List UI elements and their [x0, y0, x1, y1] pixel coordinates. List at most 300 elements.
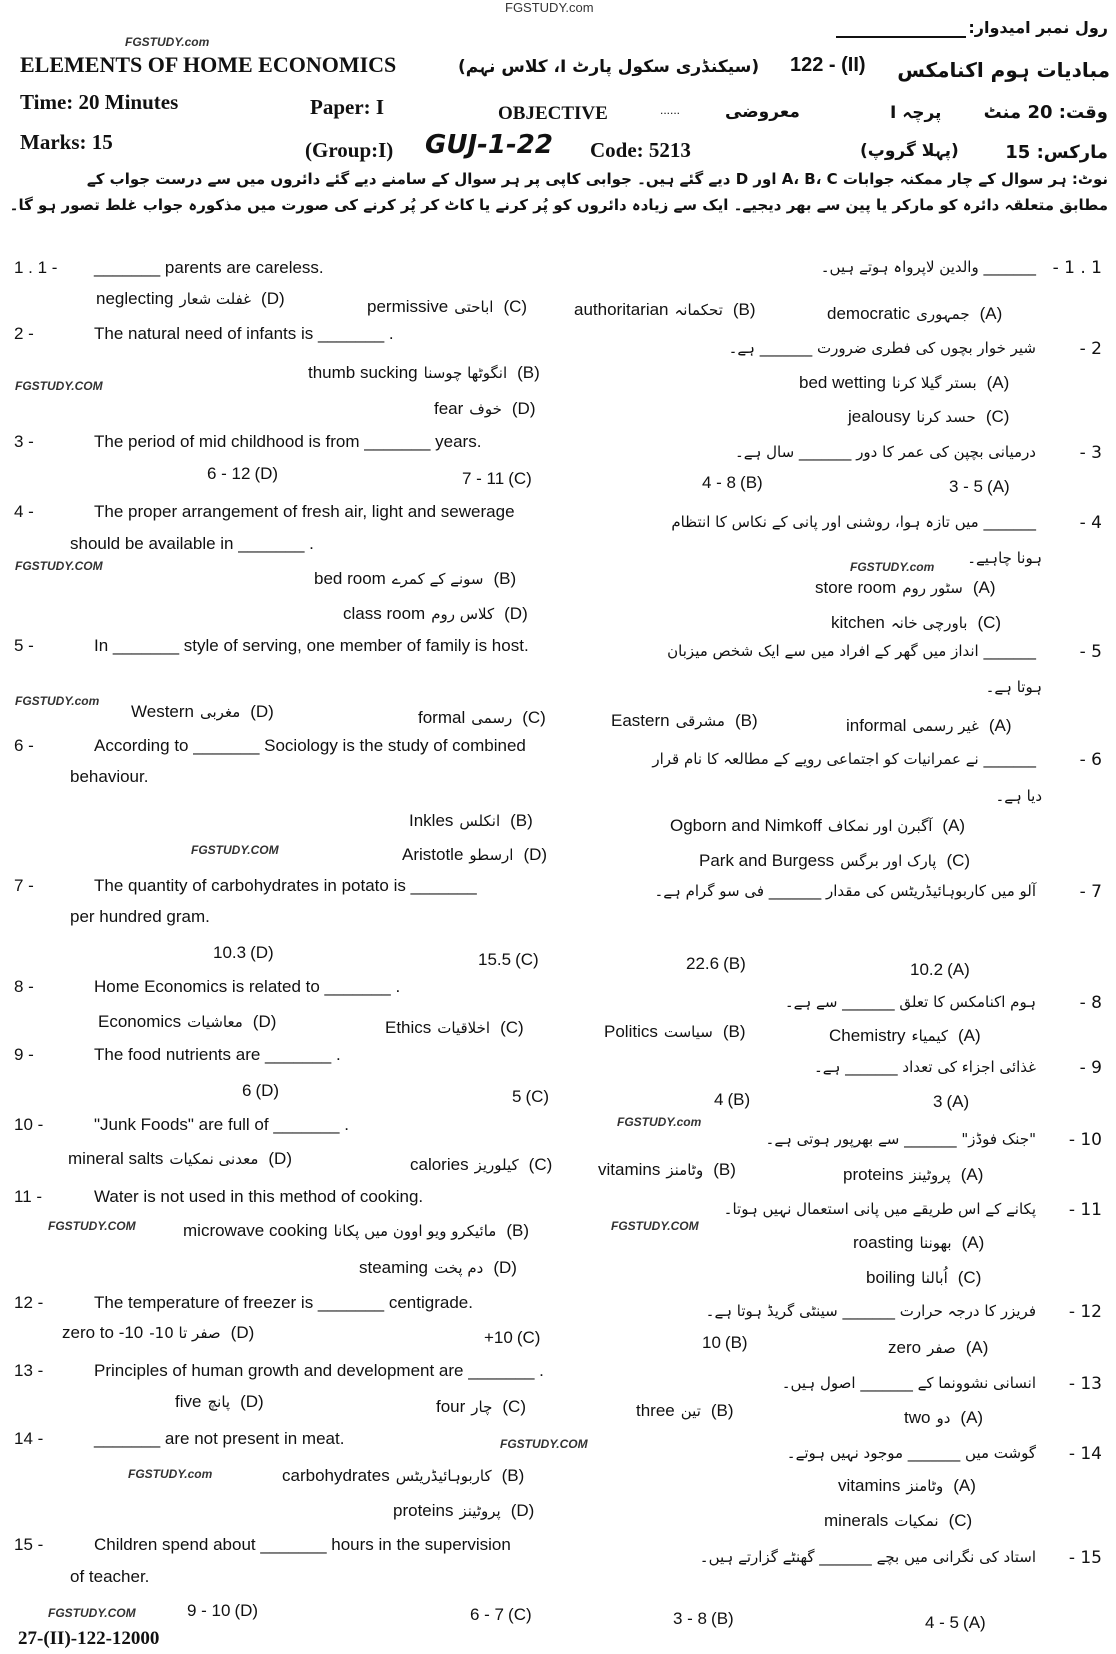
question-text-en: In _______ style of serving, one member of family is host.: [94, 636, 529, 655]
option-text-en: mineral salts: [68, 1149, 164, 1168]
option-text-ur: سونے کے کمرے: [391, 570, 484, 588]
option-letter: (B): [711, 1609, 734, 1628]
option-c: [367, 297, 527, 317]
option-letter: (C): [503, 297, 528, 316]
question-text-ur: _______ والدین لاپرواہ ہوتے ہیں۔: [820, 258, 1036, 276]
option-d: [68, 1149, 292, 1169]
option-text-en: four: [436, 1397, 466, 1416]
option-text-ur: کلاس روم: [431, 605, 495, 623]
option-letter: (A): [953, 1476, 976, 1495]
option-b: [282, 1466, 524, 1486]
question-number-ur: - 7: [1079, 882, 1102, 902]
option-b: [702, 473, 763, 493]
option-text-en: Aristotle: [402, 845, 464, 864]
option-text-en: calories: [410, 1155, 469, 1174]
question-number-en: 10 -: [14, 1115, 44, 1134]
option-letter: (A): [946, 1092, 970, 1111]
option-b: [598, 1160, 736, 1180]
option-text-ur: غفلت شعار: [179, 290, 252, 308]
option-text-en: 4 - 5: [925, 1613, 960, 1632]
option-text-en: 22.6: [686, 954, 720, 973]
option-d: [359, 1258, 517, 1278]
option-text-ur: بستر گیلا کرنا: [891, 374, 977, 392]
question-number-ur: - 12: [1068, 1302, 1102, 1322]
option-b: [604, 1022, 746, 1042]
option-text-en: democratic: [827, 304, 911, 323]
option-text-ur: معاشیات: [187, 1013, 243, 1031]
option-letter: (D): [523, 845, 548, 864]
option-a: [904, 1408, 983, 1428]
option-d: [98, 1012, 276, 1032]
question-number-en: 4 -: [14, 502, 34, 521]
option-letter: (C): [508, 469, 532, 488]
watermark: FGSTUDY.COM: [15, 559, 103, 573]
option-a: [949, 477, 1010, 497]
option-text-en: Ogborn and Nimkoff: [670, 816, 822, 835]
question-text-en: Home Economics is related to _______ .: [94, 977, 401, 996]
time-ur: وقت: 20 منٹ: [983, 102, 1108, 123]
option-text-ur: پروٹینز: [909, 1166, 951, 1184]
option-letter: (B): [501, 1466, 525, 1485]
option-text-en: formal: [418, 708, 466, 727]
option-c: [484, 1328, 540, 1348]
option-text-ur: باورچی خانہ: [890, 614, 968, 632]
option-text-en: informal: [846, 716, 907, 735]
question-number-ur: - 8: [1079, 993, 1102, 1013]
option-a: [838, 1476, 976, 1496]
option-letter: (B): [732, 300, 756, 319]
dots: ......: [660, 103, 681, 117]
option-text-ur: انکلس: [459, 812, 501, 830]
option-text-en: 3 - 5: [949, 477, 984, 496]
question-text-en: According to _______ Sociology is the study of combined: [94, 736, 526, 755]
option-text-ur: اُبالنا: [921, 1269, 948, 1287]
question-number-ur: - 14: [1068, 1444, 1102, 1464]
option-d: [62, 1323, 254, 1343]
option-letter: (A): [958, 1026, 981, 1045]
option-letter: (C): [508, 1605, 532, 1624]
question-text-ur: فریزر کا درجہ حرارت _______ سینٹی گریڈ ہوتا ہے۔: [705, 1302, 1036, 1320]
option-c: [512, 1087, 549, 1107]
instruction-note-line-1: نوٹ: ہر سوال کے چار ممکنہ جوابات A، B، C اور D دیے گئے ہیں۔ جوابی کاپی پر ہر سوال کے سامنے دیے گئے دائروں میں سے درست جواب کے: [86, 170, 1108, 188]
option-a: [925, 1613, 986, 1633]
question-number-ur: - 13: [1068, 1374, 1102, 1394]
option-text-en: Eastern: [611, 711, 670, 730]
option-text-en: 5: [512, 1087, 522, 1106]
option-letter: (C): [977, 613, 1002, 632]
option-text-ur: نمکیات: [894, 1512, 939, 1530]
option-letter: (C): [516, 1328, 541, 1347]
option-text-en: vitamins: [838, 1476, 901, 1495]
option-text-en: Economics: [98, 1012, 182, 1031]
option-a: [670, 816, 965, 836]
option-text-en: boiling: [866, 1268, 916, 1287]
question-text-ur: _______ میں تازہ ہوا، روشنی اور پانی کے نکاس کا انتظام: [671, 513, 1036, 531]
option-c: [699, 851, 970, 871]
marks-ur: مارکس: 15: [1005, 142, 1108, 163]
watermark: FGSTUDY.com: [125, 35, 210, 49]
option-letter: (B): [510, 811, 533, 830]
option-letter: (C): [948, 1511, 973, 1530]
option-c: [385, 1018, 524, 1038]
option-text-ur: سیاست: [663, 1023, 713, 1041]
option-letter: (B): [710, 1401, 734, 1420]
option-text-en: proteins: [843, 1165, 904, 1184]
option-text-en: roasting: [853, 1233, 914, 1252]
subject-title-en: ELEMENTS OF HOME ECONOMICS: [20, 52, 397, 77]
option-text-en: Chemistry: [829, 1026, 906, 1045]
option-text-en: two: [904, 1408, 931, 1427]
option-letter: (D): [250, 702, 274, 721]
roll-number-line: [836, 36, 966, 38]
option-letter: (A): [972, 578, 996, 597]
option-text-en: store room: [815, 578, 897, 597]
option-letter: (B): [727, 1090, 751, 1109]
question-number-ur: - 1 . 1: [1052, 258, 1102, 278]
option-d: [175, 1392, 264, 1412]
option-text-ur: -10 صفر تا: [149, 1324, 221, 1342]
option-text-en: neglecting: [96, 289, 174, 308]
option-text-en: +10: [484, 1328, 513, 1347]
option-text-ur: حسد کرنا: [916, 408, 976, 426]
option-a: [846, 716, 1012, 736]
option-text-ur: پارک اور برگس: [840, 852, 937, 870]
question-number-ur: - 4: [1079, 513, 1102, 533]
option-b: [308, 363, 540, 383]
question-number-en: 13 -: [14, 1361, 44, 1380]
option-b: [409, 811, 533, 831]
option-c: [824, 1511, 972, 1531]
question-text-en: The proper arrangement of fresh air, light and sewerage: [94, 502, 515, 521]
watermark: FGSTUDY.COM: [191, 843, 279, 857]
option-a: [799, 373, 1009, 393]
question-text-en: Water is not used in this method of cooking.: [94, 1187, 424, 1206]
option-text-en: zero to -10: [62, 1323, 144, 1342]
option-text-ur: مشرقی: [675, 712, 725, 730]
option-a: [853, 1233, 984, 1253]
question-number-ur: - 2: [1079, 339, 1102, 359]
option-text-ur: کیلوریز: [474, 1156, 519, 1174]
option-letter: (C): [502, 1397, 526, 1416]
option-letter: (A): [979, 304, 1003, 323]
question-number-en: 5 -: [14, 636, 34, 655]
watermark: FGSTUDY.COM: [48, 1606, 136, 1620]
option-b: [611, 711, 758, 731]
option-letter: (B): [493, 569, 517, 588]
watermark: FGSTUDY.com: [617, 1115, 702, 1129]
question-number-en: 3 -: [14, 432, 34, 451]
option-b: [714, 1090, 750, 1110]
option-letter: (C): [985, 407, 1010, 426]
option-text-en: minerals: [824, 1511, 889, 1530]
question-text-ur: درمیانی بچپن کی عمر کا دور _______ سال ہے۔: [734, 443, 1036, 461]
option-letter: (A): [960, 1408, 984, 1427]
group-ur: (پہلا گروپ): [860, 141, 959, 161]
option-a: [910, 960, 970, 980]
option-b: [314, 569, 516, 589]
question-number-en: 2 -: [14, 324, 34, 343]
question-text-en: _______ are not present in meat.: [94, 1429, 345, 1448]
option-text-en: authoritarian: [574, 300, 669, 319]
group-en: (Group:I): [305, 138, 394, 162]
option-letter: (B): [723, 954, 746, 973]
question-text-ur: "جنک فوڈز" _______ سے بھرپور ہوتی ہے۔: [765, 1130, 1036, 1148]
option-d: [402, 845, 547, 865]
code-en: Code: 5213: [590, 138, 691, 162]
option-letter: (A): [986, 373, 1010, 392]
option-d: [242, 1081, 279, 1101]
question-text-ur: استاد کی نگرانی میں بچے _______ گھنٹے گزارتے ہیں۔: [699, 1548, 1036, 1566]
question-number-ur: - 6: [1079, 750, 1102, 770]
option-text-en: Politics: [604, 1022, 658, 1041]
option-text-en: 9 - 10: [187, 1601, 231, 1620]
option-letter: (A): [987, 477, 1010, 496]
option-text-ur: صفر: [927, 1339, 956, 1357]
option-letter: (C): [525, 1087, 550, 1106]
option-letter: (D): [268, 1149, 292, 1168]
option-letter: (D): [504, 604, 528, 623]
question-number-en: 15 -: [14, 1535, 44, 1554]
option-text-en: fear: [434, 399, 464, 418]
option-d: [393, 1501, 534, 1521]
question-text-en: per hundred gram.: [70, 907, 210, 926]
question-text-ur: غذائی اجزاء کی تعداد _______ ہے۔: [814, 1058, 1036, 1076]
option-text-ur: جمہوری: [916, 305, 970, 323]
question-text-ur: _______ نے عمرانیات کو اجتماعی رویے کے مطالعہ کا نام قرار: [652, 750, 1036, 768]
option-text-en: bed room: [314, 569, 386, 588]
question-text-en: should be available in _______ .: [70, 534, 314, 553]
option-text-ur: کاربوہائیڈریٹس: [395, 1467, 492, 1485]
option-text-en: steaming: [359, 1258, 428, 1277]
option-text-en: 10.2: [910, 960, 944, 979]
option-text-en: 3: [933, 1092, 943, 1111]
option-letter: (D): [255, 1081, 280, 1100]
option-b: [574, 300, 756, 320]
option-d: [207, 464, 278, 484]
option-text-ur: تحکمانہ: [674, 301, 723, 319]
option-letter: (C): [957, 1268, 982, 1287]
option-c: [410, 1155, 552, 1175]
question-number-en: 7 -: [14, 876, 34, 895]
option-letter: (A): [963, 1613, 986, 1632]
option-letter: (A): [960, 1165, 984, 1184]
question-text-ur: ہوتا ہے۔: [985, 678, 1042, 696]
time-en: Time: 20 Minutes: [20, 90, 179, 114]
option-letter: (C): [946, 851, 971, 870]
option-letter: (B): [713, 1160, 736, 1179]
option-a: [815, 578, 996, 598]
handwritten-code: GUJ-1-22: [425, 130, 553, 160]
option-letter: (A): [965, 1338, 989, 1357]
option-a: [829, 1026, 981, 1046]
option-text-en: jealousy: [848, 407, 911, 426]
option-text-en: five: [175, 1392, 202, 1411]
question-number-ur: - 5: [1079, 642, 1102, 662]
option-text-ur: تین: [680, 1402, 701, 1420]
option-c: [848, 407, 1009, 427]
question-number-en: 11 -: [14, 1187, 43, 1206]
option-text-en: proteins: [393, 1501, 454, 1520]
option-text-en: class room: [343, 604, 426, 623]
option-d: [131, 702, 274, 722]
option-letter: (D): [493, 1258, 517, 1277]
watermark: FGSTUDY.COM: [500, 1437, 588, 1451]
option-text-en: zero: [888, 1338, 922, 1357]
option-text-en: Park and Burgess: [699, 851, 835, 870]
watermark: FGSTUDY.com: [15, 694, 100, 708]
option-text-ur: انگوٹھا چوسنا: [423, 364, 508, 382]
question-number-en: 14 -: [14, 1429, 44, 1448]
option-letter: (B): [740, 473, 763, 492]
question-number-en: 6 -: [14, 736, 34, 755]
question-text-en: The temperature of freezer is _______ centigrade.: [94, 1293, 473, 1312]
question-text-en: behaviour.: [70, 767, 149, 786]
option-d: [187, 1601, 258, 1621]
question-text-en: Principles of human growth and development are _______ .: [94, 1361, 544, 1380]
option-text-en: 4 - 8: [702, 473, 737, 492]
option-a: [933, 1092, 969, 1112]
question-text-ur: ہونا چاہیے۔: [967, 549, 1042, 567]
option-c: [436, 1397, 526, 1417]
watermark: FGSTUDY.COM: [15, 379, 103, 393]
question-text-ur: دیا ہے۔: [995, 787, 1042, 805]
paper-code: 122 - (II): [790, 54, 866, 76]
option-text-ur: وٹامنز: [666, 1161, 704, 1179]
option-text-ur: مائیکرو ویو اوون میں پکانا: [333, 1222, 497, 1240]
option-text-ur: معدنی نمکیات: [169, 1150, 259, 1168]
option-text-en: 7 - 11: [462, 469, 505, 488]
watermark: FGSTUDY.com: [850, 560, 935, 574]
option-text-en: 4: [714, 1090, 724, 1109]
option-c: [831, 613, 1001, 633]
option-text-ur: غیر رسمی: [912, 717, 979, 735]
question-number-en: 9 -: [14, 1045, 34, 1064]
option-letter: (B): [722, 1022, 746, 1041]
roll-number-label: رول نمبر امیدوار:: [968, 18, 1108, 37]
option-letter: (C): [515, 950, 539, 969]
option-text-ur: اخلاقیات: [437, 1019, 491, 1037]
option-text-en: Western: [131, 702, 194, 721]
option-letter: (B): [506, 1221, 530, 1240]
option-b: [636, 1401, 734, 1421]
instruction-note-line-2: مطابق متعلقہ دائرہ کو مارکر یا پین سے بھر دیجیے۔ ایک سے زیادہ دائروں کو پُر کرنے یا کاٹ کر پُر کرنے کی صورت میں مذکورہ جواب غلط تصور ہو گا۔: [9, 196, 1108, 214]
question-text-ur: ہوم اکنامکس کا تعلق _______ سے ہے۔: [784, 993, 1036, 1011]
question-text-en: "Junk Foods" are full of _______ .: [94, 1115, 349, 1134]
option-letter: (A): [947, 960, 970, 979]
question-text-en: _______ parents are careless.: [94, 258, 324, 277]
question-text-ur: آلو میں کاربوہائیڈریٹس کی مقدار _______ فی سو گرام ہے۔: [654, 882, 1036, 900]
question-text-ur: _______ انداز میں گھر کے افراد میں سے ایک شخص میزبان: [667, 642, 1036, 660]
question-text-ur: پکانے کے اس طریقے میں پانی استعمال نہیں ہوتا۔: [723, 1200, 1036, 1218]
option-text-en: bed wetting: [799, 373, 886, 392]
option-letter: (D): [252, 1012, 277, 1031]
option-letter: (B): [517, 363, 540, 382]
option-text-en: kitchen: [831, 613, 885, 632]
option-letter: (D): [234, 1601, 259, 1620]
option-letter: (A): [961, 1233, 985, 1252]
question-number-ur: - 3: [1079, 443, 1102, 463]
watermark: FGSTUDY.com: [505, 0, 594, 15]
subject-title-ur: مبادیات ہوم اکنامکس: [897, 58, 1110, 82]
option-text-en: three: [636, 1401, 675, 1420]
option-text-en: Inkles: [409, 811, 454, 830]
question-text-en: The quantity of carbohydrates in potato is _______: [94, 876, 477, 895]
option-text-ur: خوف: [469, 400, 502, 418]
option-text-en: 10: [702, 1333, 721, 1352]
option-d: [96, 289, 285, 309]
option-letter: (B): [734, 711, 758, 730]
option-text-ur: پانچ: [207, 1393, 231, 1411]
option-c: [418, 708, 546, 728]
option-letter: (D): [254, 464, 279, 483]
option-text-en: vitamins: [598, 1160, 661, 1179]
question-number-ur: - 9: [1079, 1058, 1102, 1078]
option-letter: (D): [510, 1501, 535, 1520]
option-text-en: 6 - 7: [470, 1605, 505, 1624]
question-text-ur: انسانی نشوونما کے _______ اصول ہیں۔: [781, 1374, 1036, 1392]
question-number-en: 1 . 1 -: [14, 258, 58, 277]
question-text-ur: گوشت میں _______ موجود نہیں ہوتے۔: [786, 1444, 1036, 1462]
option-a: [888, 1338, 988, 1358]
option-text-ur: ارسطو: [469, 846, 514, 864]
question-text-en: of teacher.: [70, 1567, 150, 1586]
option-a: [827, 304, 1002, 324]
option-text-ur: بھوننا: [919, 1234, 952, 1252]
option-text-ur: اباحتی: [454, 298, 494, 316]
option-text-ur: مغربی: [200, 703, 241, 721]
question-text-ur: شیر خوار بچوں کی فطری ضرورت _______ ہے۔: [728, 339, 1036, 357]
option-text-en: 10.3: [213, 943, 247, 962]
option-a: [843, 1165, 983, 1185]
option-text-en: permissive: [367, 297, 449, 316]
option-letter: (C): [522, 708, 546, 727]
option-letter: (A): [988, 716, 1012, 735]
option-letter: (B): [724, 1333, 748, 1352]
paper-ur: پرچہ I: [890, 103, 942, 123]
option-d: [434, 399, 535, 419]
option-c: [462, 469, 532, 489]
option-text-en: Ethics: [385, 1018, 432, 1037]
option-text-en: 3 - 8: [673, 1609, 708, 1628]
option-text-en: thumb sucking: [308, 363, 418, 382]
option-c: [470, 1605, 532, 1625]
question-text-en: The natural need of infants is _______ .: [94, 324, 394, 343]
option-letter: (A): [942, 816, 966, 835]
option-c: [478, 950, 539, 970]
question-text-en: Children spend about _______ hours in the supervision: [94, 1535, 511, 1554]
option-b: [183, 1221, 529, 1241]
question-number-en: 12 -: [14, 1293, 44, 1312]
marks-en: Marks: 15: [20, 130, 113, 154]
option-text-ur: آگبرن اور نمکاف: [827, 817, 933, 835]
option-b: [673, 1609, 734, 1629]
question-number-ur: - 10: [1068, 1130, 1102, 1150]
option-text-ur: دم پخت: [433, 1259, 484, 1277]
watermark: FGSTUDY.COM: [611, 1219, 699, 1233]
option-text-ur: سٹور روم: [902, 579, 963, 597]
question-number-ur: - 15: [1068, 1548, 1102, 1568]
option-letter: (D): [261, 289, 285, 308]
paper-en: Paper: I: [310, 95, 385, 119]
option-text-en: 6: [242, 1081, 252, 1100]
option-letter: (D): [250, 943, 274, 962]
watermark: FGSTUDY.com: [128, 1467, 213, 1481]
watermark: FGSTUDY.COM: [48, 1219, 136, 1233]
class-label-ur: (سیکنڈری سکول پارٹ I، کلاس نہم): [458, 57, 760, 77]
option-b: [702, 1333, 748, 1353]
question-text-en: The food nutrients are _______ .: [94, 1045, 341, 1064]
question-text-en: The period of mid childhood is from _______ years.: [94, 432, 482, 451]
